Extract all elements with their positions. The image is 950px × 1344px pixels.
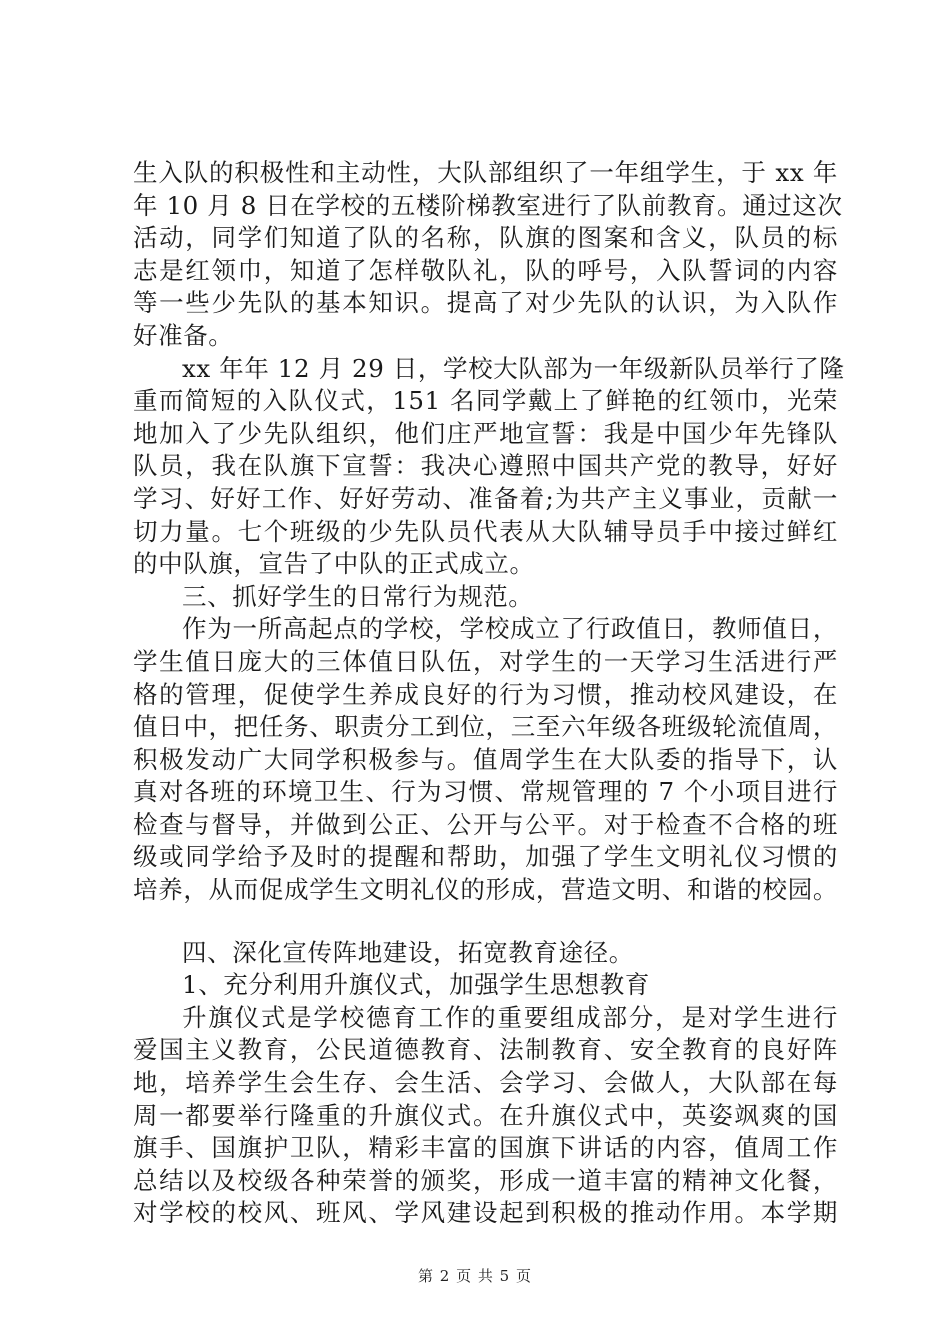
text-line: 的中队旗，宣告了中队的正式成立。 — [133, 549, 535, 579]
subsection-heading: 1、充分利用升旗仪式，加强学生思想教育 — [182, 970, 650, 1000]
text-line: 等一些少先队的基本知识。提高了对少先队的认识，为入队作 — [133, 288, 838, 318]
page-number-footer: 第 2 页 共 5 页 — [418, 1267, 532, 1285]
text-line: 总结以及校级各种荣誉的颁奖，形成一道丰富的精神文化餐， — [133, 1165, 838, 1195]
section-heading: 三、抓好学生的日常行为规范。 — [182, 581, 534, 611]
paragraph-first-line: 升旗仪式是学校德育工作的重要组成部分，是对学生进行 — [182, 1002, 838, 1032]
text-line: 格的管理，促使学生养成良好的行为习惯，推动校风建设，在 — [133, 679, 838, 709]
text-line: 旗手、国旗护卫队，精彩丰富的国旗下讲话的内容，值周工作 — [133, 1133, 838, 1163]
text-line: 活动，同学们知道了队的名称，队旗的图案和含义，队员的标 — [133, 223, 838, 253]
text-line: 年 10 月 8 日在学校的五楼阶梯教室进行了队前教育。通过这次 — [133, 190, 843, 220]
text-line: 地，培养学生会生存、会生活、会学习、会做人，大队部在每 — [133, 1068, 838, 1098]
text-line: 检查与督导，并做到公正、公开与公平。对于检查不合格的班 — [133, 809, 838, 839]
text-line: 周一都要举行隆重的升旗仪式。在升旗仪式中，英姿飒爽的国 — [133, 1100, 838, 1130]
text-line: 积极发动广大同学积极参与。值周学生在大队委的指导下，认 — [133, 744, 838, 774]
text-line: 真对各班的环境卫生、行为习惯、常规管理的 7 个小项目进行 — [133, 777, 838, 807]
text-line: 学生值日庞大的三体值日队伍，对学生的一天学习生活进行严 — [133, 646, 838, 676]
section-heading: 四、深化宣传阵地建设，拓宽教育途径。 — [182, 937, 634, 967]
text-line: 爱国主义教育，公民道德教育、法制教育、安全教育的良好阵 — [133, 1035, 838, 1065]
text-line: 地加入了少先队组织，他们庄严地宣誓：我是中国少年先锋队 — [133, 418, 838, 448]
text-line: 级或同学给予及时的提醒和帮助，加强了学生文明礼仪习惯的 — [133, 842, 838, 872]
document-body — [133, 157, 845, 1230]
text-line: 值日中，把任务、职责分工到位，三至六年级各班级轮流值周， — [133, 712, 838, 742]
text-line: 好准备。 — [133, 320, 234, 350]
paragraph-first-line: 作为一所高起点的学校，学校成立了行政值日，教师值日， — [182, 614, 838, 644]
text-line: 志是红领巾，知道了怎样敬队礼，队的呼号，入队誓词的内容 — [133, 255, 838, 285]
paragraph-gap — [133, 907, 838, 937]
text-line: 培养，从而促成学生文明礼仪的形成，营造文明、和谐的校园。 — [133, 875, 838, 905]
text-line: 队员，我在队旗下宣誓：我决心遵照中国共产党的教导，好好 — [133, 451, 838, 481]
text-line: 生入队的积极性和主动性，大队部组织了一年组学生，于 xx 年 — [133, 158, 838, 187]
paragraph-first-line: xx 年年 12 月 29 日，学校大队部为一年级新队员举行了隆 — [182, 353, 845, 383]
text-line: 重而简短的入队仪式，151 名同学戴上了鲜艳的红领巾，光荣 — [133, 386, 838, 416]
text-line: 切力量。七个班级的少先队员代表从大队辅导员手中接过鲜红 — [133, 516, 838, 546]
text-line: 对学校的校风、班风、学风建设起到积极的推动作用。本学期 — [133, 1198, 838, 1228]
text-line: 学习、好好工作、好好劳动、准备着;为共产主义事业，贡献一 — [133, 483, 838, 513]
